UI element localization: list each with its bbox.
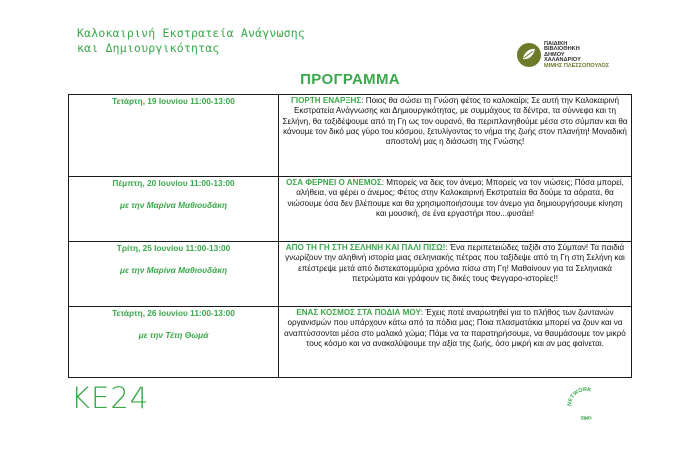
page-title: ΠΡΟΓΡΑΜΜΑ [300,71,400,88]
campaign-title-line2: και Δημιουργικότητας [77,41,220,55]
event-title: ΓΙΟΡΤΗ ΕΝΑΡΞΗΣ [291,96,362,105]
logo-line: ΠΑΙΔΙΚΗ [544,41,568,47]
network-badge-text: NETWORK [566,386,592,407]
description-cell [279,242,632,307]
table-row [69,95,632,177]
table-row [69,307,632,378]
library-logo-text [544,42,609,69]
event-date: Τετάρτη, 26 Ιουνίου 11:00-13:00 [112,308,235,318]
logo-line: ΒΙΒΛΙΟΘΗΚΗ [544,46,580,53]
description-cell [279,95,632,177]
event-title: ΑΠΟ ΤΗ ΓΗ ΣΤΗ ΣΕΛΗΝΗ ΚΑΙ ΠΑΛΙ ΠΙΣΩ! [285,243,446,252]
event-text: : Μπορείς να δεις τον άνεμο; Μπορείς να τον νιώσεις; Πόσα μπορεί, αλήθεια, να φέρει ο άνεμος; Φέτος στην Καλοκαιρινή Εκστρατεία θα δούμε τα αόρατα, θα νιώσουμε όσα δεν βλέπουμε και θα χρησιμοποιήσουμε τον άνεμο για δημιουργήσουμε κίνηση και μουσική, σε ένα εργαστήρι που...φυσάει! [287,178,624,218]
event-guest: με την Μαρίνα Μαθιουδάκη [119,265,228,275]
date-cell [69,95,279,177]
event-date: Τρίτη, 25 Ιουνίου 11:00-13:00 [116,243,231,253]
date-cell [69,242,279,307]
event-date: Πέμπτη, 20 Ιουνίου 11:00-13:00 [112,178,235,188]
svg-text:NETWORK [567,387,592,406]
event-guest: με την Τέτη Θωμά [138,330,209,340]
svg-text:SING [579,415,592,422]
date-cell [69,177,279,242]
ke24-logo: ΚΕ24 [71,381,150,415]
event-date: Τετάρτη, 19 Ιουνίου 11:00-13:00 [112,96,235,106]
campaign-title [77,26,305,56]
table-row [69,242,632,307]
library-leaf-logo-icon [516,42,542,68]
event-text: : Ένα περιπετειώδες ταξίδι στο Σύμπαν! Τα παιδιά γνωρίζουν την αληθινή ιστορία μιας σεληνιακής πέτρας που ταξίδεψε από τη Γη στη Σελήνη και επέστρεψε μετά από διστεκατομμύρια χρόνια πίσω στη Γη! Μαθαίνουν για τα Σεληνιακά πετρώματα και γράφουν τις δικές τους Φεγγαρο-ιστορίες!! [285,243,625,283]
event-text: : Ποιος θα σώσει τη Γνώση φέτος το καλοκαίρι; Σε αυτή την Καλοκαιρινή Εκστρατεία Ανάγνωσης και Δημιουργικότητας, με συμμάχους τα δέντρα, τα σύννεφα και τη Σελήνη, θα ταξιδέψουμε από τη Γη ως τον ουρανό, θα περιπλανηθούμε μέσα στο σύμπαν και θα κάνουμε τον δικό μας γύρο του κόσμου, ξετυλίγοντας το νήμα της ζωής στον πλανήτη! Μοναδική αποστολή μας η διάσωση της Γνώσης! [282,96,628,147]
logo-subtitle: ΜΙΜΗΣ ΠΛΕΣΣΟΠΟΥΛΟΣ [544,62,610,69]
campaign-title-line1: Καλοκαιρινή Εκστρατεία Ανάγνωσης [77,26,305,40]
event-guest: με την Μαρίνα Μαθιουδάκη [119,200,228,210]
date-cell [69,307,279,378]
event-title: ΟΣΑ ΦΕΡΝΕΙ Ο ΑΝΕΜΟΣ [286,178,382,187]
event-text: : Έχεις ποτέ αναρωτηθεί για το πλήθος των ζωντανών οργανισμών που υπάρχουν κάτω από τα πόδια μας; Ποια πλασματάκια μπορεί να ζουν και να αναπτύσσονται μέσα στο μαλακό χώμα; Πάμε να τα παρατηρήσουμε, να θαυμάσουμε τον μικρό τους κόσμο και να ανακαλύψουμε την αξία της ζωής, όσο μικρή και αν μας φαίνεται. [284,308,626,348]
network-badge-subtext: SING [579,414,593,423]
event-title: ΕΝΑΣ ΚΟΣΜΟΣ ΣΤΑ ΠΟΔΙΑ ΜΟΥ [296,308,421,317]
description-cell [279,307,632,378]
table-row [69,177,632,242]
program-table [68,94,632,378]
description-cell [279,177,632,242]
logo-line: ΔΗΜΟΥ [544,51,565,58]
logo-line: ΧΑΛΑΝΔΡΙΟΥ [544,57,581,64]
network-badge-icon [566,384,606,424]
